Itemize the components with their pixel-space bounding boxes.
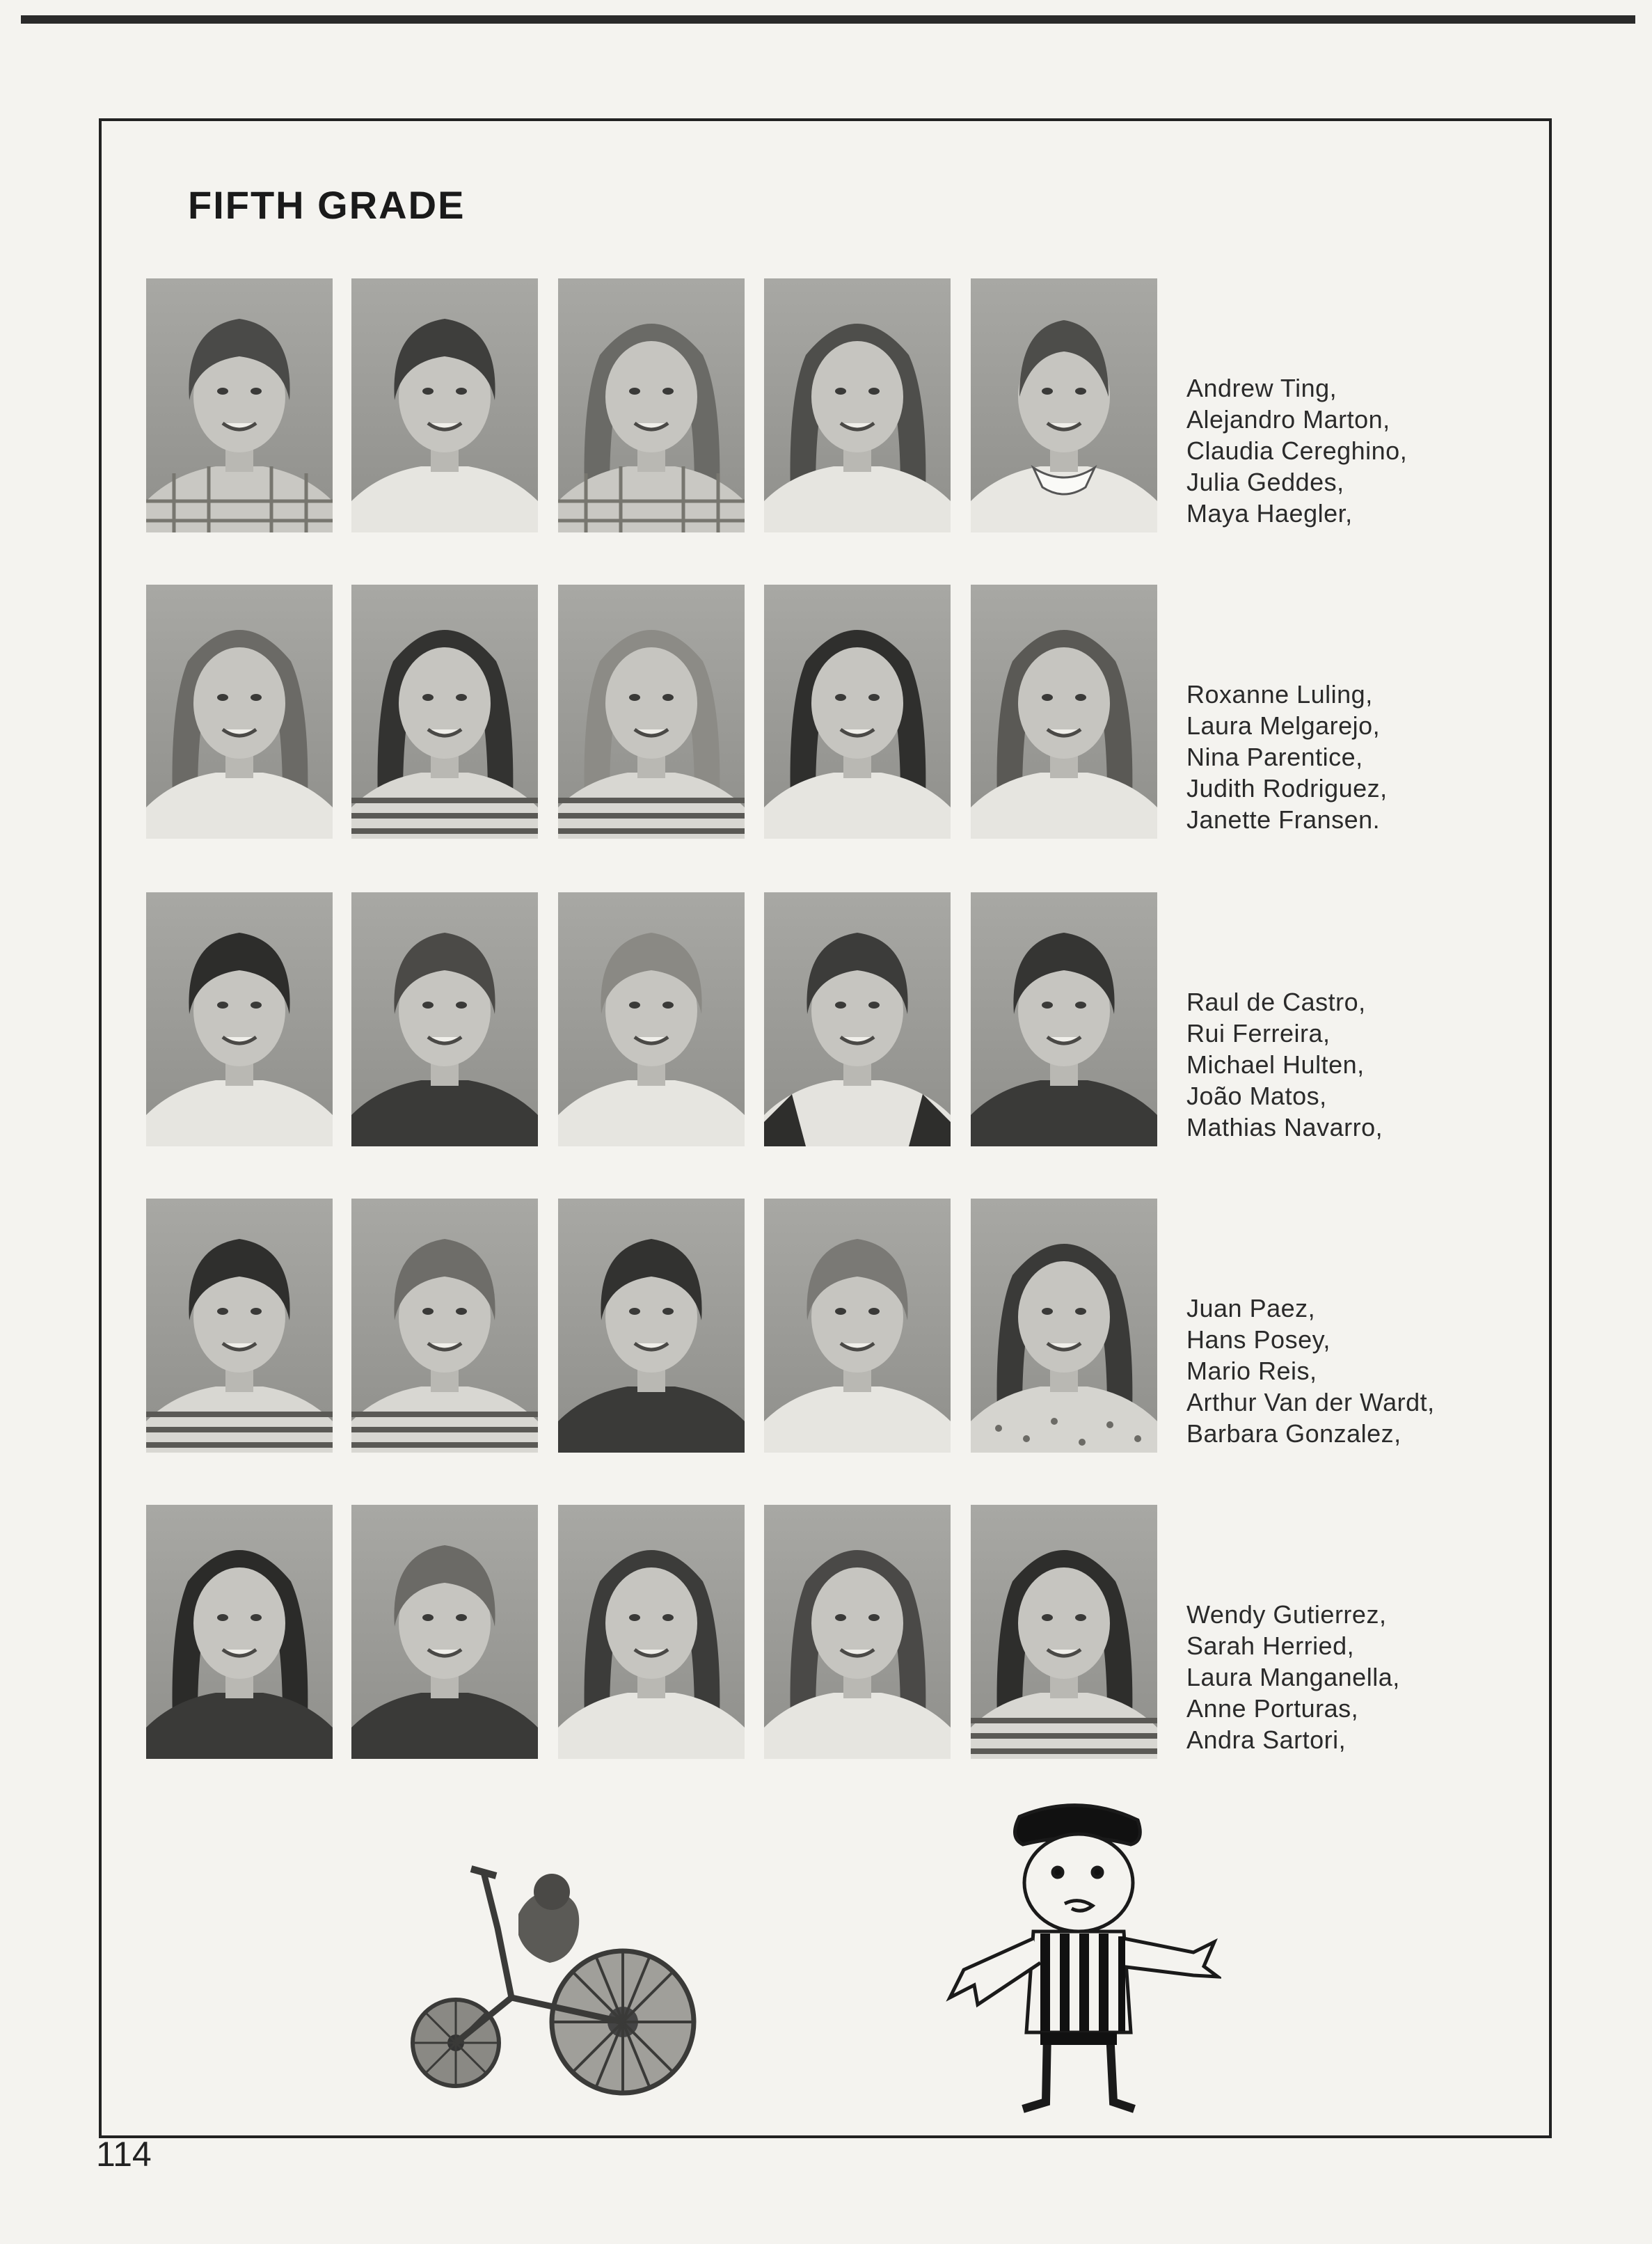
student-portrait — [558, 585, 745, 839]
student-name: Judith Rodriguez, — [1186, 774, 1388, 803]
student-name: Mario Reis, — [1186, 1357, 1317, 1385]
student-name: Nina Parentice, — [1186, 743, 1363, 771]
student-name: Barbara Gonzalez, — [1186, 1419, 1401, 1448]
student-portrait — [558, 1199, 745, 1453]
student-name: Maya Haegler, — [1186, 499, 1353, 528]
student-portrait — [558, 278, 745, 532]
student-portrait — [146, 278, 333, 532]
student-name: Laura Melgarejo, — [1186, 711, 1381, 740]
student-name: Raul de Castro, — [1186, 988, 1366, 1016]
student-portrait — [351, 278, 538, 532]
student-name: Laura Manganella, — [1186, 1663, 1400, 1691]
student-portrait — [351, 1505, 538, 1759]
student-portrait — [146, 1505, 333, 1759]
student-portrait — [558, 892, 745, 1146]
student-name: Juan Paez, — [1186, 1294, 1316, 1322]
student-name: Michael Hulten, — [1186, 1050, 1365, 1079]
top-rule — [21, 15, 1635, 24]
student-portrait — [971, 892, 1157, 1146]
student-name: Hans Posey, — [1186, 1325, 1331, 1354]
student-portrait — [146, 1199, 333, 1453]
student-portrait — [971, 278, 1157, 532]
student-name: Rui Ferreira, — [1186, 1019, 1331, 1048]
student-portrait — [351, 585, 538, 839]
student-name: Arthur Van der Wardt, — [1186, 1388, 1435, 1416]
student-portrait — [764, 278, 951, 532]
student-name: João Matos, — [1186, 1082, 1327, 1110]
student-portrait — [971, 1505, 1157, 1759]
tricycle-drawing — [393, 1838, 713, 2109]
student-name: Mathias Navarro, — [1186, 1113, 1383, 1141]
student-portrait — [146, 585, 333, 839]
student-name: Wendy Gutierrez, — [1186, 1600, 1387, 1629]
student-portrait — [764, 892, 951, 1146]
child-figure-drawing — [936, 1803, 1221, 2123]
student-names-list — [1186, 986, 1383, 1143]
student-name: Roxanne Luling, — [1186, 680, 1373, 709]
student-names-list — [1186, 679, 1388, 835]
student-portrait — [764, 1199, 951, 1453]
student-names-list — [1186, 372, 1407, 529]
page-title: FIFTH GRADE — [188, 183, 466, 227]
student-portrait — [764, 1505, 951, 1759]
student-name: Janette Fransen. — [1186, 805, 1381, 834]
student-names-list — [1186, 1293, 1435, 1449]
student-name: Julia Geddes, — [1186, 468, 1344, 496]
student-names-list — [1186, 1599, 1400, 1755]
student-portrait — [971, 585, 1157, 839]
student-name: Andra Sartori, — [1186, 1725, 1347, 1754]
student-portrait — [764, 585, 951, 839]
student-portrait — [146, 892, 333, 1146]
student-portrait — [351, 1199, 538, 1453]
student-name: Alejandro Marton, — [1186, 405, 1390, 434]
student-portrait — [351, 892, 538, 1146]
student-name: Anne Porturas, — [1186, 1694, 1359, 1723]
student-name: Claudia Cereghino, — [1186, 436, 1408, 465]
student-name: Sarah Herried, — [1186, 1631, 1355, 1660]
student-name: Andrew Ting, — [1186, 374, 1337, 402]
page-number: 114 — [96, 2135, 152, 2174]
student-portrait — [971, 1199, 1157, 1453]
student-portrait — [558, 1505, 745, 1759]
